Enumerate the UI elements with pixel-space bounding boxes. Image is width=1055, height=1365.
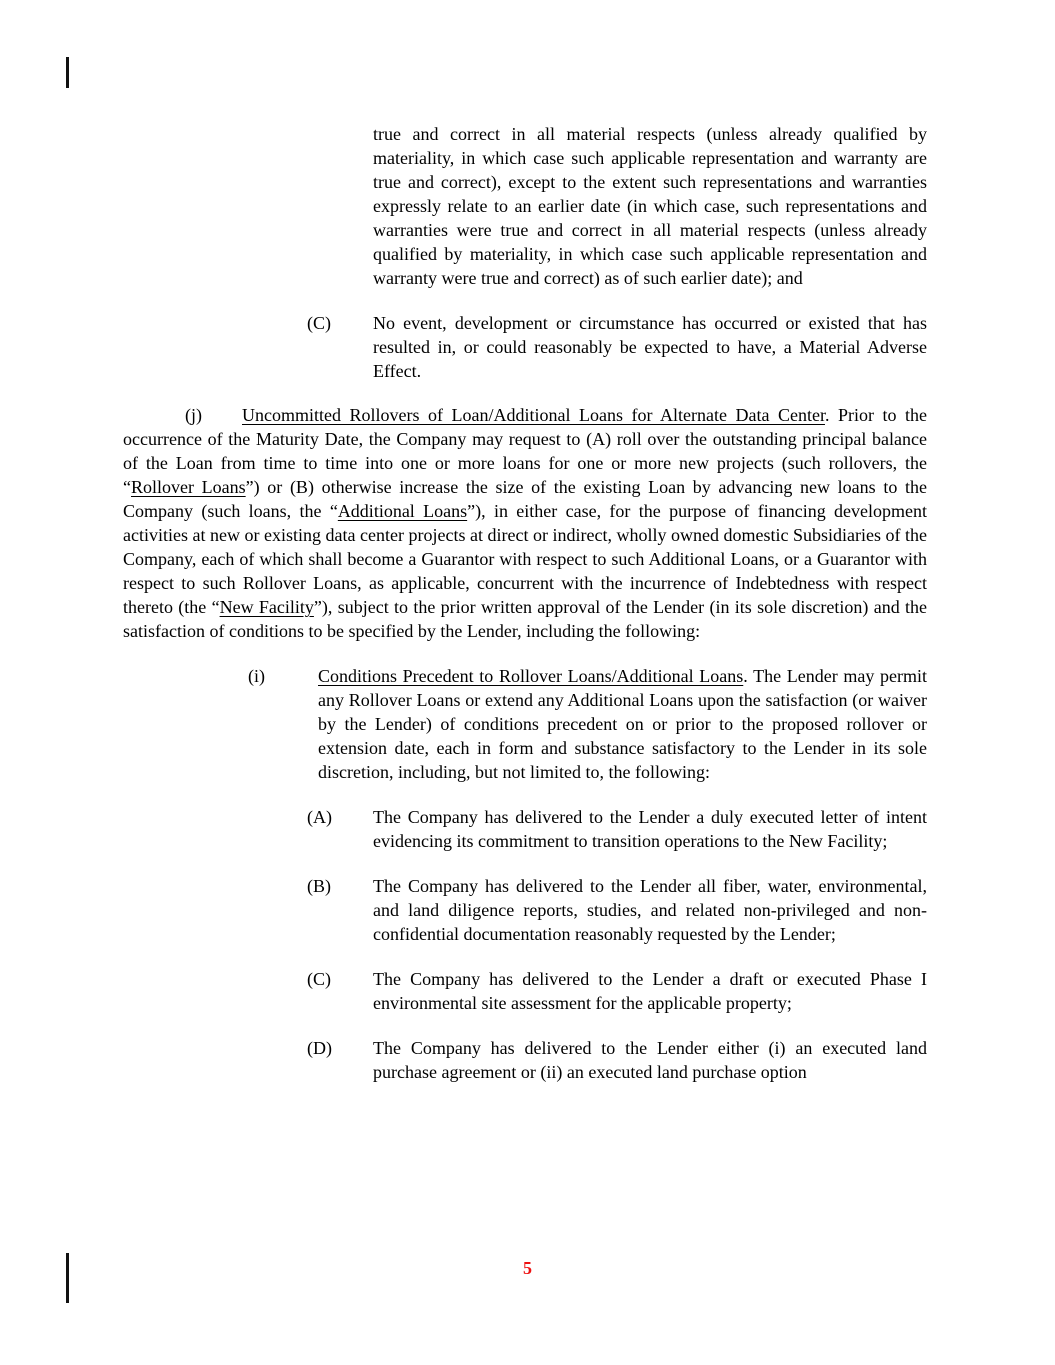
clause-B-diligence-reports — [307, 874, 927, 946]
defined-term-new-facility: New Facility — [219, 597, 314, 617]
clause-D-label: (D) — [307, 1038, 332, 1058]
clause-i-text: . The Lender may permit any Rollover Loans or extend any Additional Loans upon the satisfaction (or waiver by the Lender) of conditions precedent on or prior to the proposed rollover or extension date, each in form and substance satisfactory to the Lender in its sole discretion, including, but not limited to, the following: — [318, 666, 927, 782]
clause-i-conditions-precedent — [248, 664, 927, 784]
clause-C-material-adverse-effect — [307, 311, 927, 383]
section-j-heading: Uncommitted Rollovers of Loan/Additional Loans for Alternate Data Center — [242, 405, 825, 425]
clause-D-text: The Company has delivered to the Lender either (i) an executed land purchase agreement or (ii) an executed land purchase option — [373, 1038, 927, 1082]
section-j-uncommitted-rollovers — [123, 403, 927, 643]
clause-B-label: (B) — [307, 876, 331, 896]
section-j-label: (j) — [185, 405, 202, 425]
clause-i-label: (i) — [248, 666, 265, 686]
clause-B-text: The Company has delivered to the Lender all fiber, water, environmental, and land diligence reports, studies, and related non-privileged and non-confidential documentation reasonably requested by the Lender; — [373, 876, 927, 944]
paragraph-continuation: true and correct in all material respects (unless already qualified by materiality, in which case such applicable representation and warranty are true and correct), except to the extent such representations and warranties expressly relate to an earlier date (in which case, such representations and warranties were true and correct in all material respects (unless already qualified by materiality, in which case such applicable representation and warranty were true and correct) as of such earlier date); and — [373, 124, 927, 288]
page-number: 5 — [523, 1258, 532, 1278]
clause-i-heading: Conditions Precedent to Rollover Loans/Additional Loans — [318, 666, 744, 686]
section-j-text-4: ”), subject to the prior written approval of the Lender (in its sole discretion) and the satisfaction of conditions to be specified by the Lender, including the following: — [123, 597, 928, 641]
section-j-text-3: ”), in either case, for the purpose of financing development activities at new or existing data center projects at direct or indirect, wholly owned domestic Subsidiaries of the Company, each of which shall become a Guarantor with respect to such Additional Loans, or a Guarantor with respect to such Rollover Loans, as applicable, concurrent with the incurrence of Indebtedness with respect thereto (the “ — [123, 501, 928, 617]
section-j-text-1: . Prior to the occurrence of the Maturity Date, the Company may request to (A) roll over the outstanding principal balance of the Loan from time to time into one or more loans for one or more new projects (such rollovers, the “ — [123, 405, 927, 497]
clause-A-letter-of-intent — [307, 805, 927, 853]
clause-C-phase-i-assessment — [307, 967, 927, 1015]
defined-term-rollover-loans: Rollover Loans — [131, 477, 246, 497]
clause-C-label: (C) — [307, 313, 331, 333]
clause-C2-text: The Company has delivered to the Lender a draft or executed Phase I environmental site assessment for the applicable property; — [373, 969, 927, 1013]
defined-term-additional-loans: Additional Loans — [337, 501, 468, 521]
clause-C2-label: (C) — [307, 969, 331, 989]
change-bar-top — [66, 57, 69, 88]
clause-A-label: (A) — [307, 807, 332, 827]
clause-A-text: The Company has delivered to the Lender a duly executed letter of intent evidencing its commitment to transition operations to the New Facility; — [373, 807, 927, 851]
section-j-text-2: ”) or (B) otherwise increase the size of the existing Loan by advancing new loans to the Company (such loans, the “ — [123, 477, 927, 521]
clause-D-land-purchase — [307, 1036, 927, 1084]
clause-C-text: No event, development or circumstance has occurred or existed that has resulted in, or could reasonably be expected to have, a Material Adverse Effect. — [373, 313, 927, 381]
